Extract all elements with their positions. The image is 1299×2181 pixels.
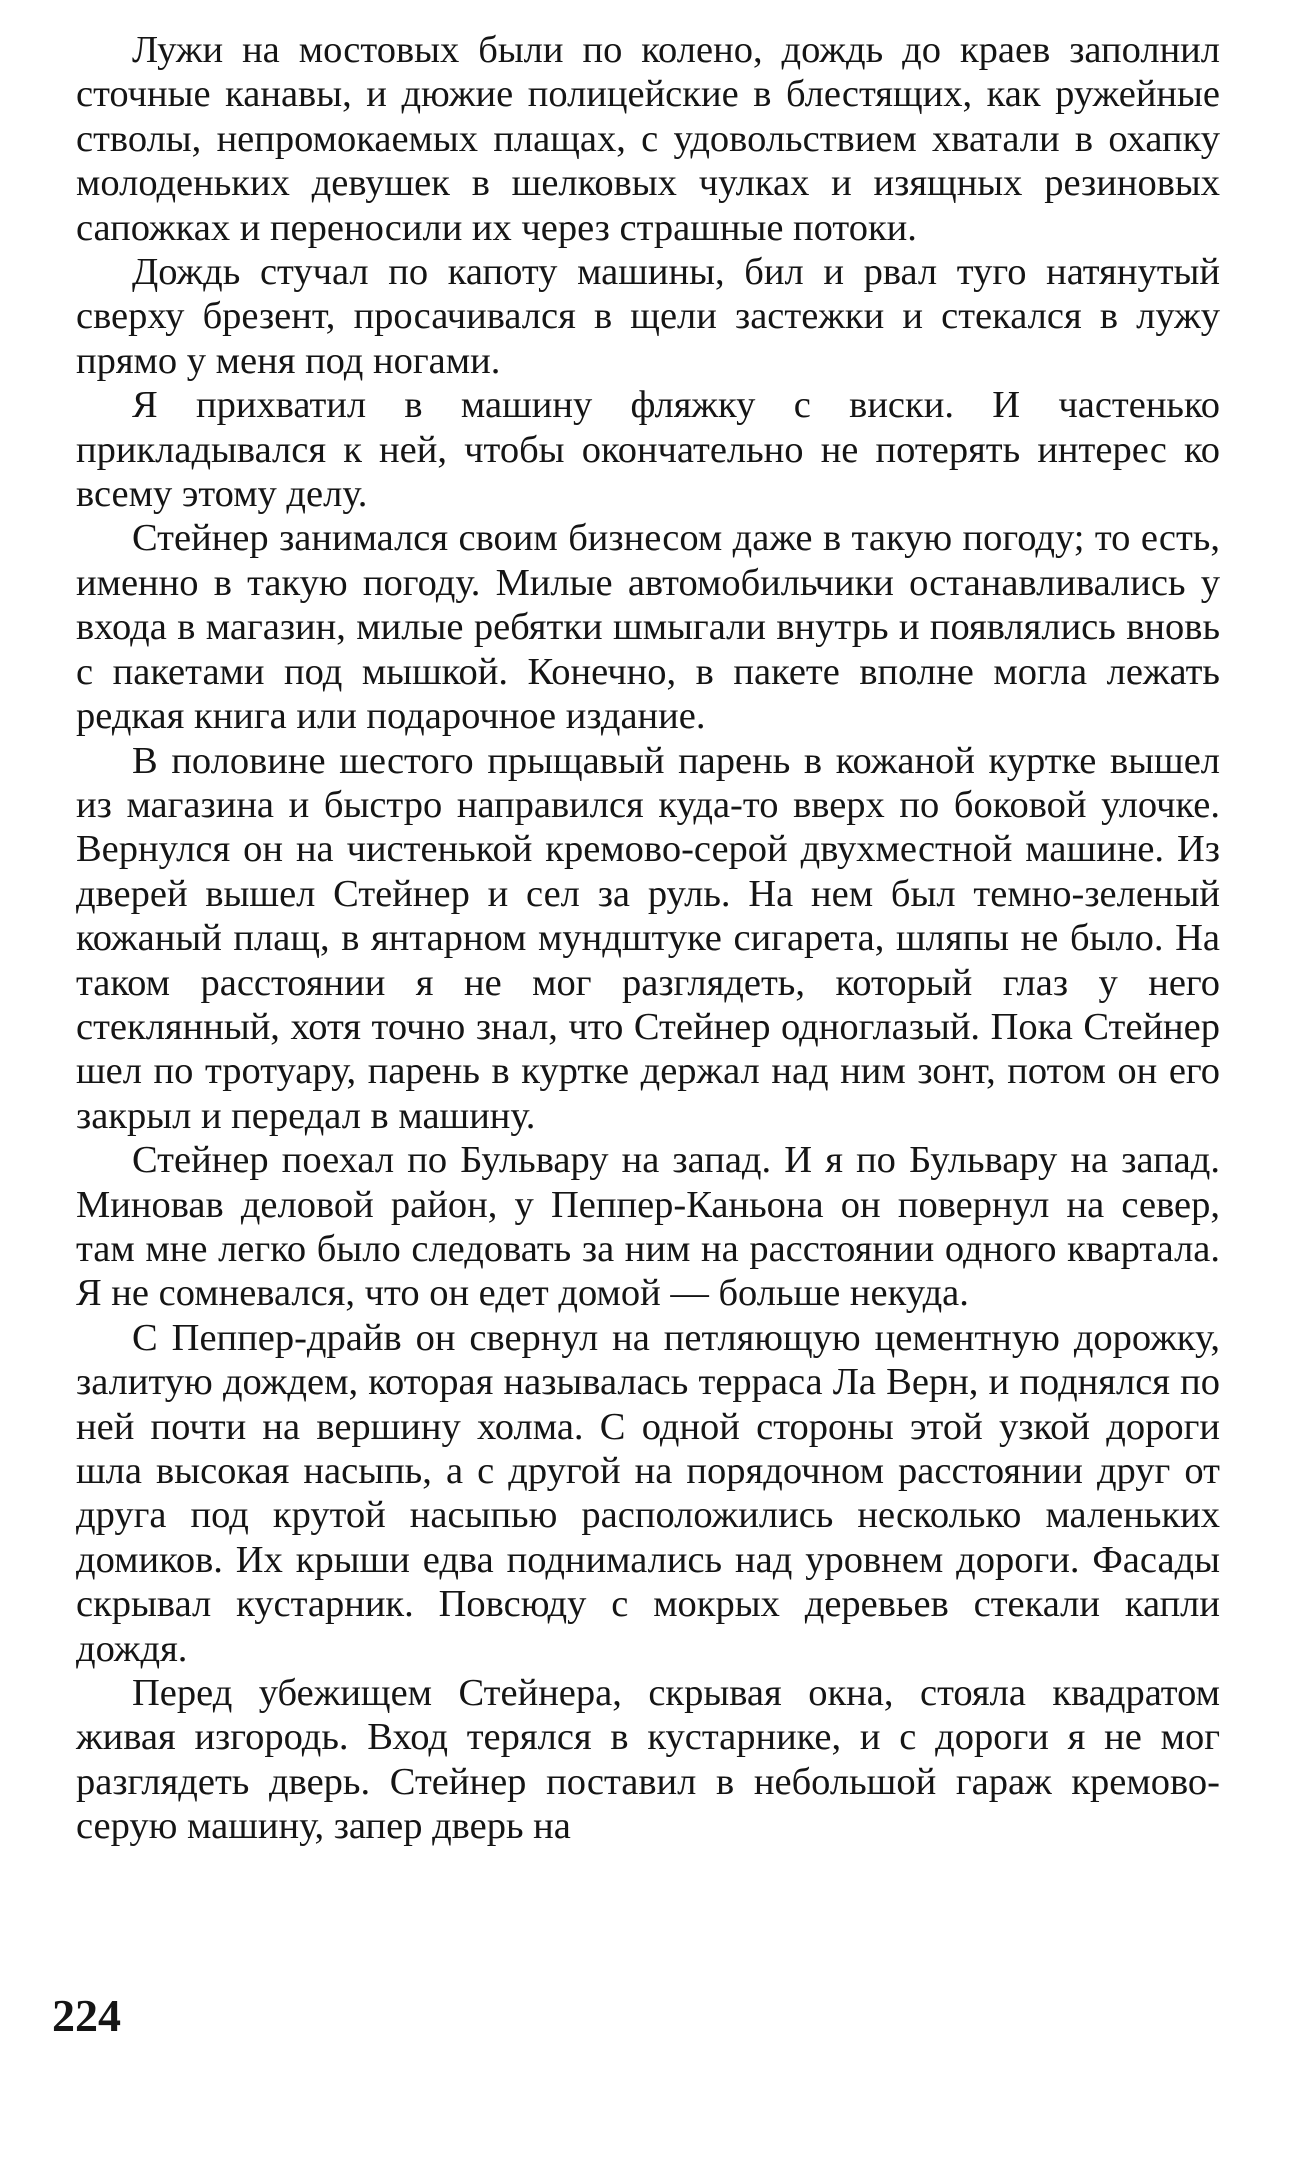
paragraph: Перед убежищем Стейнера, скрывая окна, стояла квадратом живая изгородь. Вход терялся в кустарнике, и с дороги я не мог разглядеть дверь. Стейнер поставил в небольшой гараж кремово-серую машину, запер дверь на	[76, 1672, 1220, 1848]
paragraph: Стейнер поехал по Бульвару на запад. И я по Бульвару на запад. Миновав деловой район, у Пеппер-Каньона он повернул на север, там мне легко было следовать за ним на расстоянии одного квартала. Я не сомневался, что он едет домой — больше некуда.	[76, 1139, 1220, 1315]
paragraph: Я прихватил в машину фляжку с виски. И частенько прикладывался к ней, чтобы окончательно не потерять интерес ко всему этому делу.	[76, 384, 1220, 516]
paragraph: Стейнер занимался своим бизнесом даже в такую погоду; то есть, именно в такую погоду. Милые автомобильчики останавливались у входа в магазин, милые ребятки шмыгали внутрь и появлялись вновь с пакетами под мышкой. Конечно, в пакете вполне могла лежать редкая книга или подарочное издание.	[76, 517, 1220, 738]
page-number: 224	[52, 1990, 121, 2041]
paragraph: Лужи на мостовых были по колено, дождь до краев заполнил сточные канавы, и дюжие полицейские в блестящих, как ружейные стволы, непромокаемых плащах, с удовольствием хватали в охапку молоденьких девушек в шелковых чулках и изящных резиновых сапожках и переносили их через страшные потоки.	[76, 29, 1220, 249]
paragraph: Дождь стучал по капоту машины, бил и рвал туго натянутый сверху брезент, просачивался в щели застежки и стекался в лужу прямо у меня под ногами.	[76, 251, 1220, 382]
paragraph: С Пеппер-драйв он свернул на петляющую цементную дорожку, залитую дождем, которая называлась терраса Ла Верн, и поднялся по ней почти на вершину холма. С одной стороны этой узкой дороги шла высокая насыпь, а с другой на порядочном расстоянии друг от друга под крутой насыпью расположились несколько маленьких домиков. Их крыши едва поднимались над уровнем дороги. Фасады скрывал кустарник. Повсюду с мокрых деревьев стекали капли дождя.	[76, 1316, 1220, 1670]
body-text	[76, 28, 1220, 1849]
paragraph: В половине шестого прыщавый парень в кожаной куртке вышел из магазина и быстро направился куда-то вверх по боковой улочке. Вернулся он на чистенькой кремово-серой двухместной машине. Из дверей вышел Стейнер и сел за руль. На нем был темно-зеленый кожаный плащ, в янтарном мундштуке сигарета, шляпы не было. На таком расстоянии я не мог разглядеть, который глаз у него стеклянный, хотя точно знал, что Стейнер одноглазый. Пока Стейнер шел по тротуару, парень в куртке держал над ним зонт, потом он его закрыл и передал в машину.	[76, 739, 1220, 1137]
